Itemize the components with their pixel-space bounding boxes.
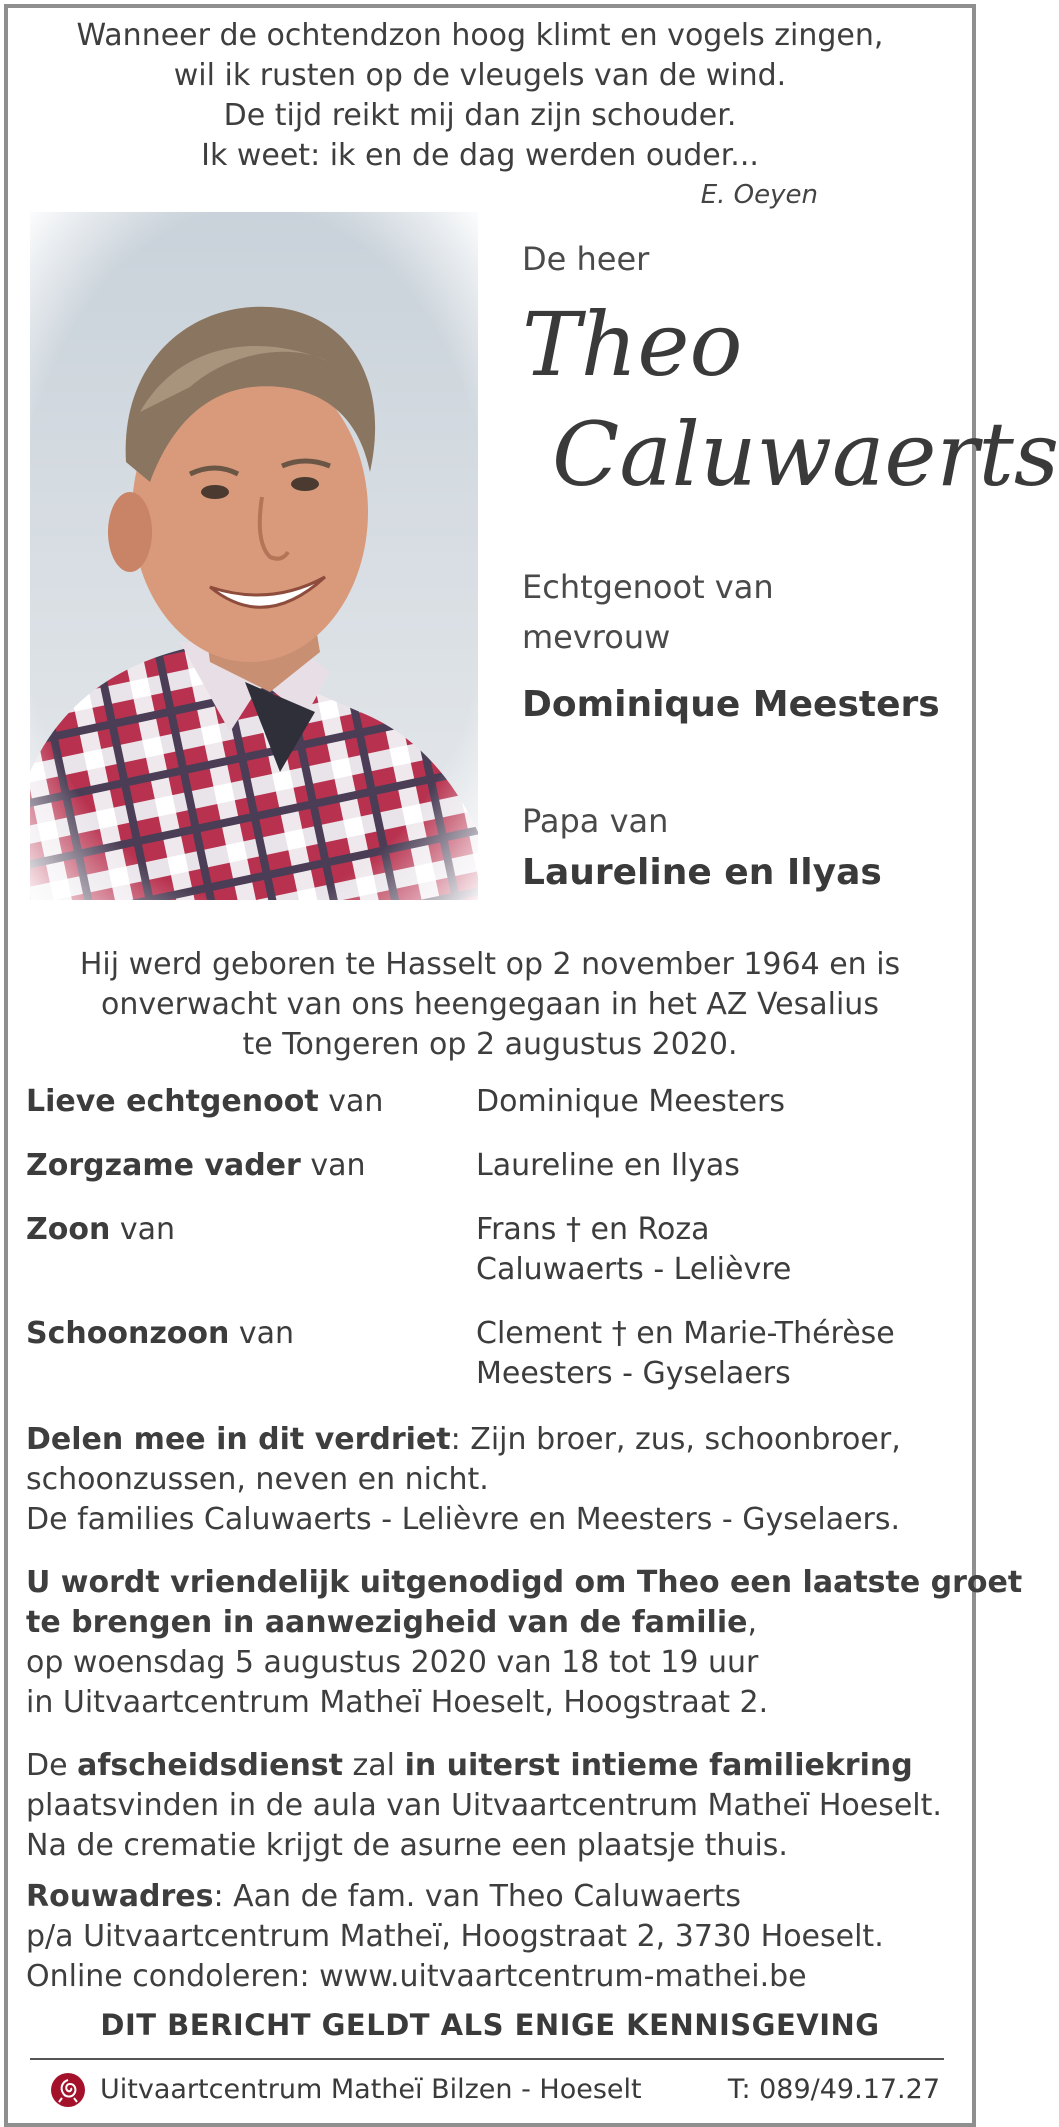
divider bbox=[30, 2058, 944, 2060]
family-relation: Zoon van bbox=[26, 1212, 176, 1247]
family-member: Dominique Meesters bbox=[476, 1084, 786, 1119]
spouse-label: Echtgenoot van bbox=[522, 568, 774, 606]
family-member: Frans † en Roza Caluwaerts - Lelièvre bbox=[476, 1212, 792, 1287]
phone-number[interactable]: T: 089/49.17.27 bbox=[727, 2074, 940, 2105]
poem-line: Wanneer de ochtendzon hoog klimt en vogels zingen, bbox=[76, 18, 884, 53]
condolence-url[interactable]: Online condoleren: www.uitvaartcentrum-mathei.be bbox=[26, 1959, 807, 1994]
poem-line: De tijd reikt mij dan zijn schouder. bbox=[223, 98, 737, 133]
family-relation: Zorgzame vader van bbox=[26, 1148, 366, 1183]
poem-line: Ik weet: ik en de dag werden ouder... bbox=[201, 138, 759, 173]
family-relation: Lieve echtgenoot van bbox=[26, 1084, 384, 1119]
family-member: Laureline en Ilyas bbox=[476, 1148, 740, 1183]
life-dates-text bbox=[30, 945, 950, 1065]
mourners-paragraph: Delen mee in dit verdriet: Zijn broer, zus, schoonbroer, schoonzussen, neven en nicht. De families Caluwaerts - Lelièvre en Meesters - Gyselaers. bbox=[26, 1422, 901, 1537]
poem bbox=[30, 16, 930, 176]
funeral-company: Uitvaartcentrum Matheï Bilzen - Hoeselt bbox=[100, 2074, 642, 2105]
title bbox=[522, 240, 649, 278]
life-dates-line: Hij werd geboren te Hasselt op 2 november 1964 en is bbox=[79, 947, 901, 982]
invitation-paragraph: U wordt vriendelijk uitgenodigd om Theo een laatste groet te brengen in aanwezigheid van de familie, op woensdag 5 augustus 2020 van 18 tot 19 uur in Uitvaartcentrum Matheï Hoeselt, Hoogstraat 2. bbox=[26, 1565, 1023, 1720]
last-name: Caluwaerts bbox=[552, 403, 1059, 506]
spouse-label-2: mevrouw bbox=[522, 618, 671, 656]
spouse-name: Dominique Meesters bbox=[522, 684, 940, 725]
honorific: De heer bbox=[522, 240, 650, 278]
children-names: Laureline en Ilyas bbox=[522, 852, 882, 893]
service-paragraph: De afscheidsdienst zal in uiterst intieme familiekring plaatsvinden in de aula van Uitvaartcentrum Matheï Hoeselt. Na de crematie krijgt de asurne een plaatsje thuis. bbox=[26, 1748, 942, 1863]
footer bbox=[50, 2070, 940, 2114]
poem-line: wil ik rusten op de vleugels van de wind. bbox=[173, 58, 787, 93]
portrait-photo bbox=[30, 212, 478, 900]
address-paragraph: Rouwadres: Aan de fam. van Theo Caluwaerts p/a Uitvaartcentrum Matheï, Hoogstraat 2, 3730 Hoeselt. Online condoleren: www.uitvaartcentrum-mathei.be bbox=[26, 1877, 956, 1997]
notice-line: DIT BERICHT GELDT ALS ENIGE KENNISGEVING bbox=[100, 2008, 880, 2042]
poem-author: E. Oeyen bbox=[700, 180, 818, 210]
life-dates-line: te Tongeren op 2 augustus 2020. bbox=[242, 1027, 738, 1062]
portrait-illustration bbox=[30, 212, 478, 900]
life-dates-line: onverwacht van ons heengegaan in het AZ Vesalius bbox=[101, 987, 879, 1022]
family-relation: Schoonzoon van bbox=[26, 1316, 295, 1351]
children-label: Papa van bbox=[522, 802, 669, 840]
rose-icon bbox=[50, 2072, 86, 2108]
family-member: Clement † en Marie-Thérèse Meesters - Gyselaers bbox=[476, 1316, 895, 1391]
first-name: Theo bbox=[522, 293, 743, 396]
